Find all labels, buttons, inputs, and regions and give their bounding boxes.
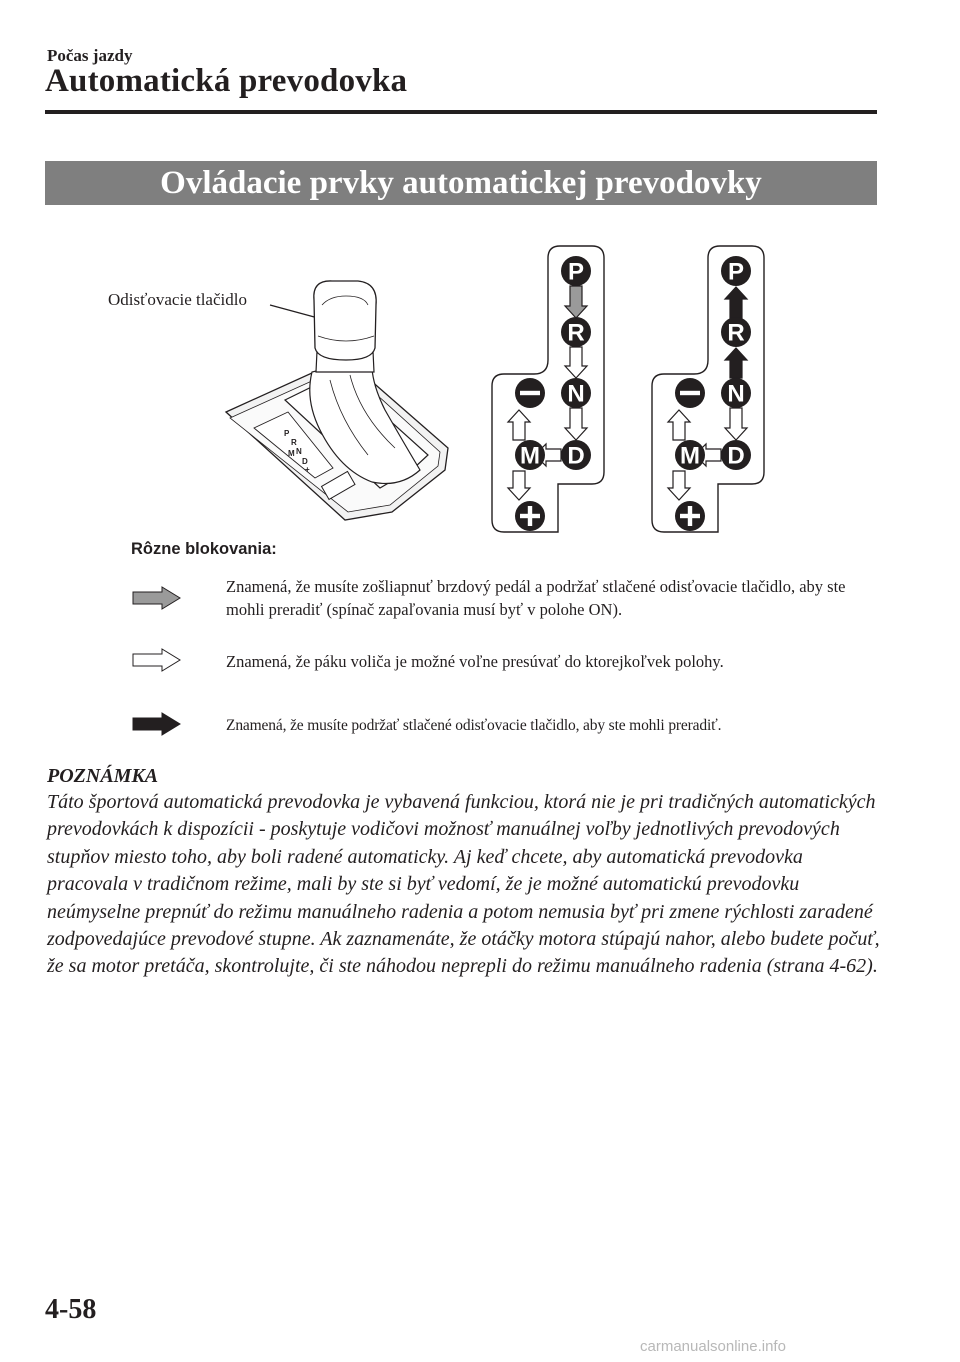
watermark: carmanualsonline.info xyxy=(640,1338,786,1355)
gray-arrow-icon xyxy=(132,586,182,610)
svg-text:+: + xyxy=(305,465,310,474)
position-m-label: M xyxy=(520,442,540,470)
position-r-label: R xyxy=(727,319,745,347)
svg-text:P: P xyxy=(284,429,290,438)
section-label: Počas jazdy xyxy=(47,46,133,65)
chapter-title: Automatická prevodovka xyxy=(45,63,408,99)
position-p-label: P xyxy=(567,258,585,286)
release-button-callout: Odisťovacie tlačidlo xyxy=(108,290,247,309)
svg-text:M: M xyxy=(288,449,295,458)
shift-pattern-diagrams xyxy=(0,0,960,560)
svg-text:R: R xyxy=(291,438,297,447)
position-p-label: P xyxy=(727,258,745,286)
position-n-label: N xyxy=(727,380,745,408)
white-arrow-icon xyxy=(132,648,182,672)
topic-banner: Ovládacie prvky automatickej prevodovky xyxy=(45,161,877,205)
legend-item-gray: Znamená, že musíte zošliapnuť brzdový pedál a podržať stlačené odisťovacie tlačidlo, aby ste mohli preradiť (spínač zapaľovania musí byť v polohe ON). xyxy=(226,577,846,619)
position-r-label: R xyxy=(567,319,585,347)
legend-item-white: Znamená, že páku voliča je možné voľne presúvať do ktorejkoľvek polohy. xyxy=(226,652,724,671)
svg-text:D: D xyxy=(302,457,308,466)
position-m-label: M xyxy=(680,442,700,470)
note-body: Táto športová automatická prevodovka je vybavená funkciou, ktorá nie je pri tradičných automatických prevodovkách k dispozícii - poskytuje vodičovi možnosť manuálnej voľby jednotlivých prevodových stupňov miesto toho, aby boli radené automaticky. Aj keď chcete, aby automatická prevodovka pracovala v tradičnom režime, mali by ste si byť vedomí, že je možné automatickú prevodovku neúmyselne prepnúť do režimu manuálneho radenia a potom nemusia byť pri zmene rýchlosti zaradené zodpovedajúce prevodové stupne. Ak zaznamenáte, že otáčky motora stúpajú nahor, alebo budete počuť, že sa motor pretáča, skontrolujte, či ste náhodou neprepli do režimu manuálneho radenia (strana 4-62). xyxy=(47,791,880,978)
note-title: POZNÁMKA xyxy=(47,765,159,787)
svg-text:N: N xyxy=(296,447,302,456)
shift-pattern-right xyxy=(652,246,764,532)
black-arrow-icon xyxy=(132,712,182,736)
legend-item-black: Znamená, že musíte podržať stlačené odisťovacie tlačidlo, aby ste mohli preradiť. xyxy=(226,717,722,734)
position-n-label: N xyxy=(567,380,585,408)
position-d-label: D xyxy=(567,442,585,470)
shift-pattern-left xyxy=(492,246,604,532)
legend-title: Rôzne blokovania: xyxy=(131,540,277,558)
page-number: 4-58 xyxy=(45,1294,97,1325)
position-d-label: D xyxy=(727,442,745,470)
